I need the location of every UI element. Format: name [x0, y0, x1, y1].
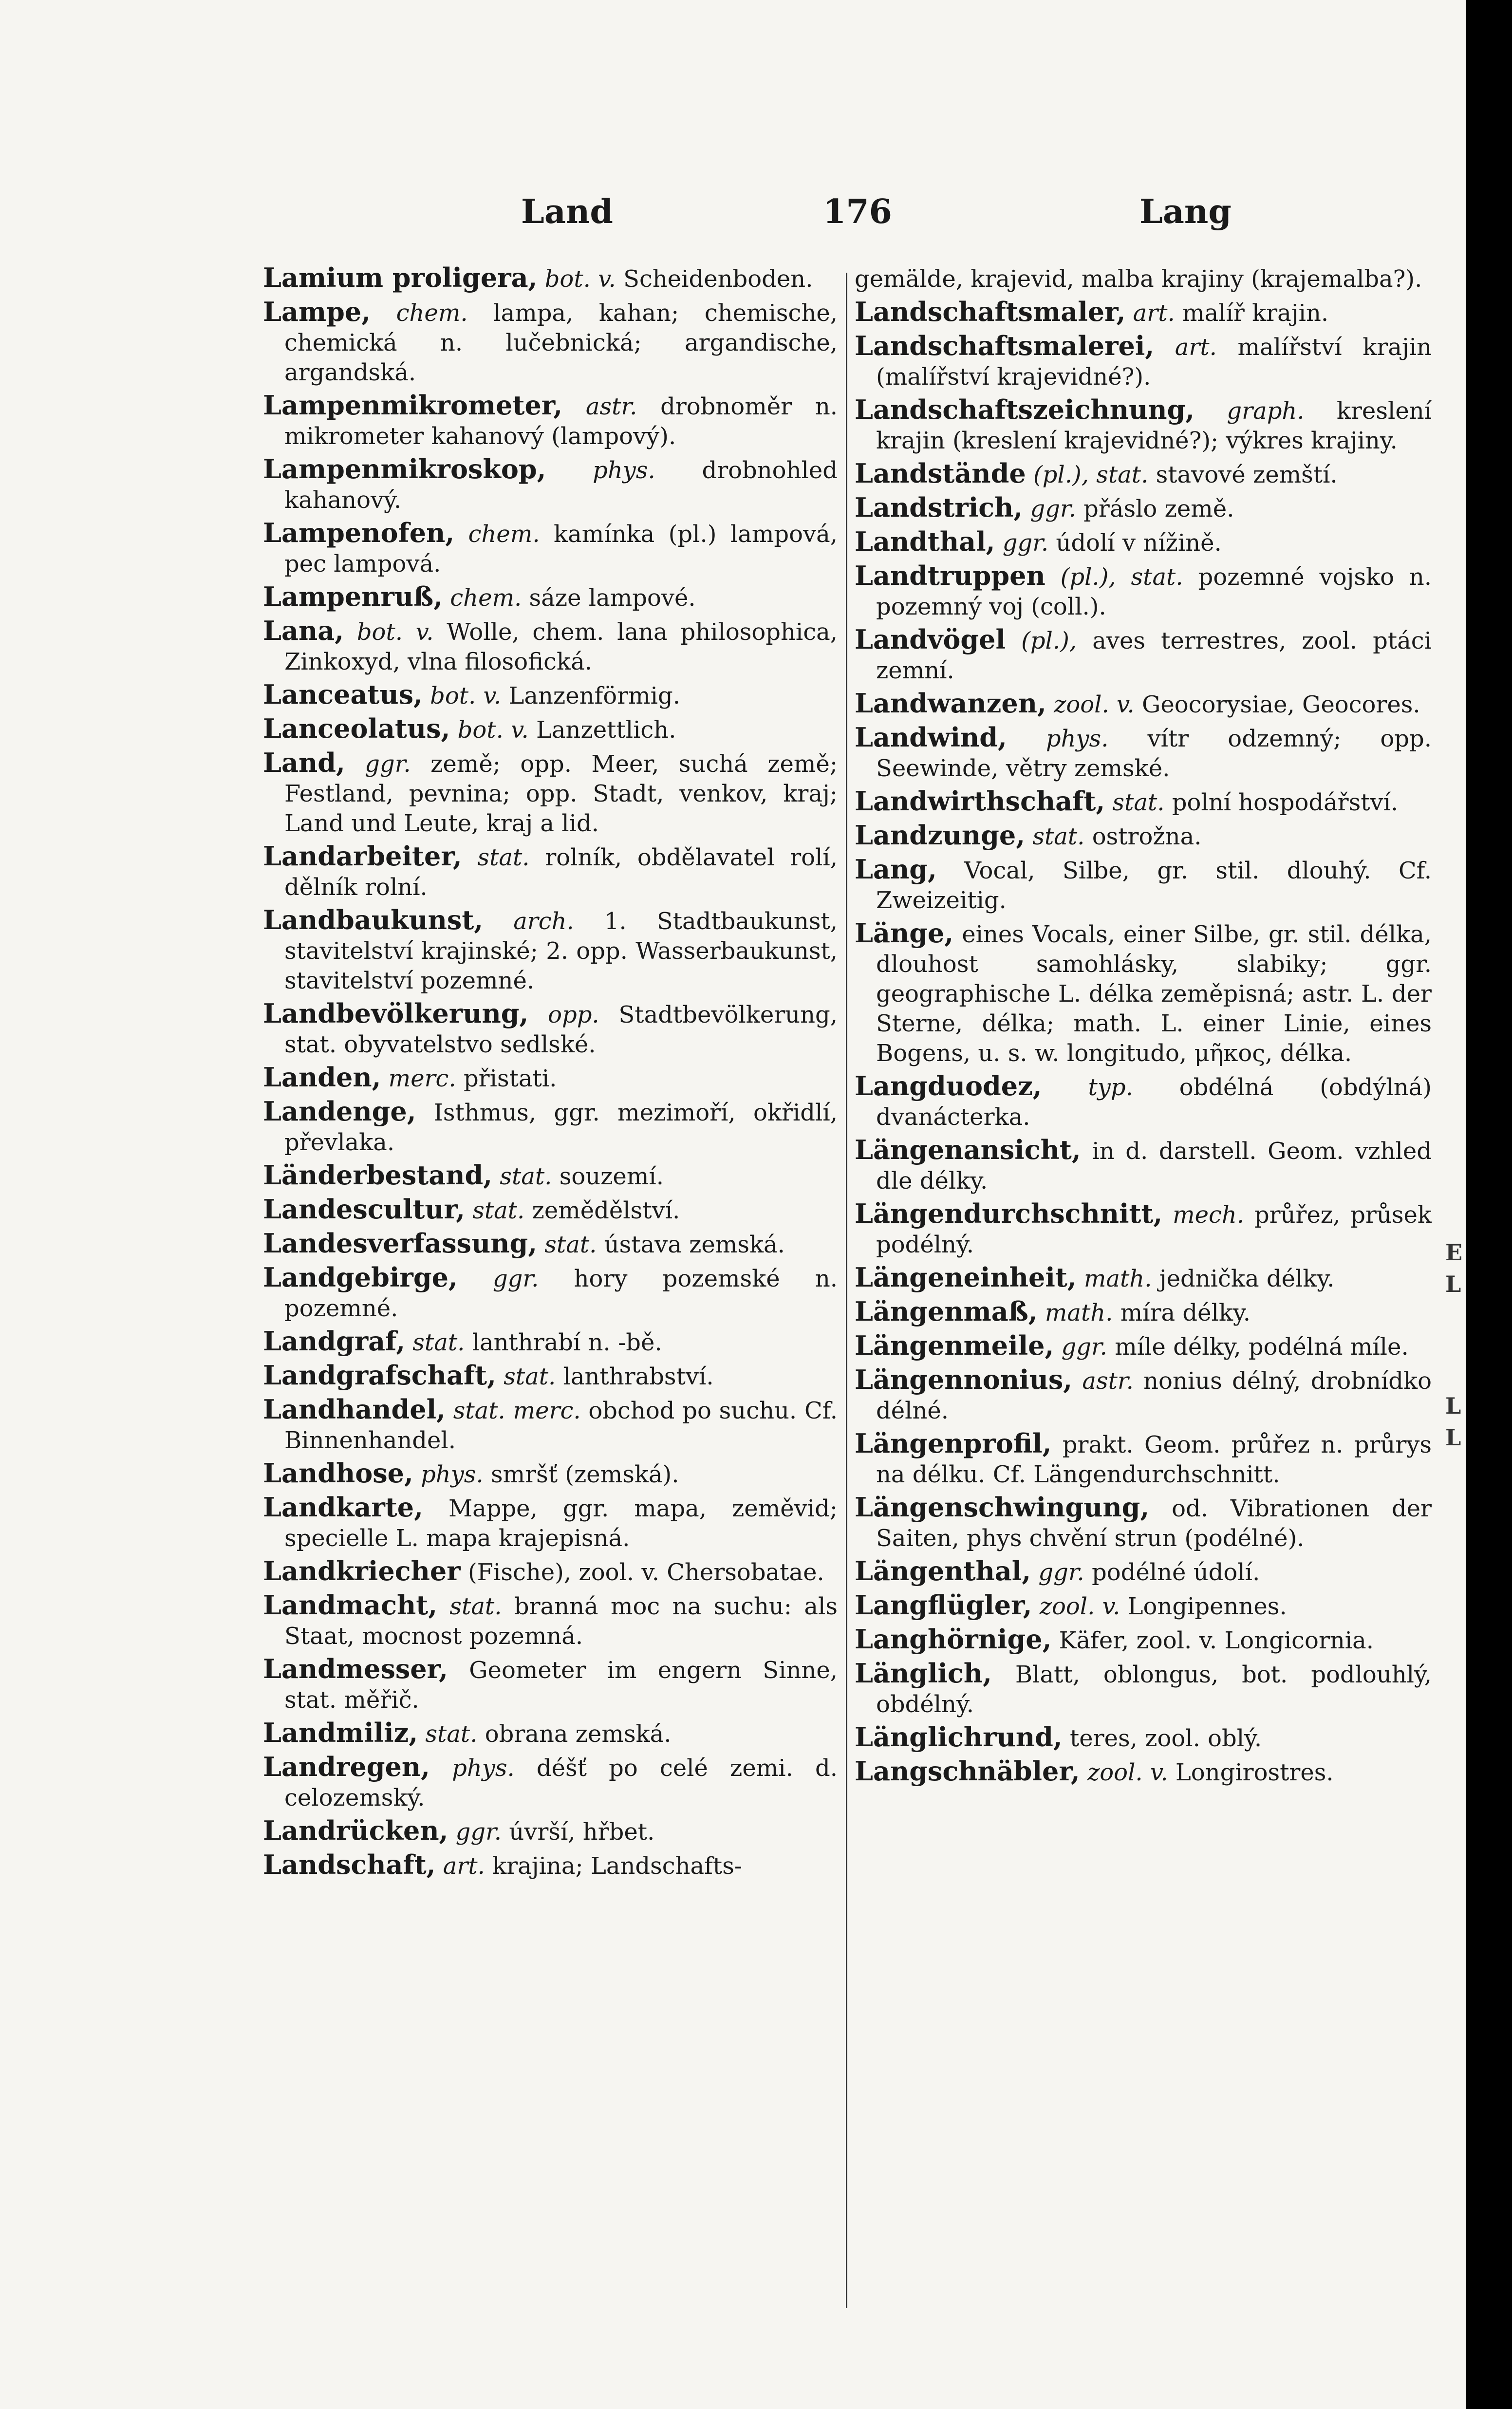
entry-definition: zemědělství.	[532, 1197, 680, 1224]
entry-headword: Langhörnige,	[855, 1624, 1052, 1655]
entry-headword: Landesverfassung,	[263, 1228, 538, 1259]
dictionary-entry	[855, 1297, 1432, 1328]
entry-label: art.	[1175, 334, 1217, 361]
entry-headword: Längenansicht,	[855, 1134, 1081, 1165]
dictionary-entry	[263, 1816, 838, 1847]
entry-definition: prakt. Geom. průřez n. průrys na délku. Cf. Längendurchschnitt.	[876, 1431, 1432, 1488]
entry-definition: míra délky.	[1120, 1299, 1251, 1326]
entry-label: bot. v.	[457, 716, 529, 744]
entry-headword: Lampenruß,	[263, 581, 443, 612]
entry-definition: pozemné vojsko n. pozemný voj (coll.).	[876, 563, 1432, 620]
entry-headword: Landenge,	[263, 1096, 416, 1127]
entry-label: (pl.), stat.	[1033, 461, 1149, 488]
dictionary-entry	[263, 297, 838, 388]
entry-headword: Länglich,	[855, 1658, 992, 1689]
entry-headword: Landhose,	[263, 1457, 413, 1489]
entry-headword: Längenmaß,	[855, 1296, 1038, 1327]
entry-headword: Landmiliz,	[263, 1717, 418, 1748]
entry-headword: Landregen,	[263, 1751, 430, 1782]
dictionary-entry	[263, 1590, 838, 1651]
entry-definition: nonius délný, drobnídko délné.	[876, 1367, 1432, 1424]
dictionary-entry	[263, 1229, 838, 1260]
entry-headword: Landschaftsmalerei,	[855, 330, 1155, 361]
entry-label: (pl.),	[1021, 627, 1077, 654]
entry-definition: in d. darstell. Geom. vzhled dle délky.	[876, 1138, 1432, 1195]
entry-definition: gemälde, krajevid, malba krajiny (krajemalba?).	[855, 265, 1422, 293]
entry-definition: Vocal, Silbe, gr. stil. dlouhý. Cf. Zweizeitig.	[876, 857, 1432, 914]
dictionary-entry	[263, 1458, 838, 1490]
entry-headword: Landhandel,	[263, 1394, 446, 1425]
dictionary-entry	[855, 1331, 1432, 1362]
entry-definition: jednička délky.	[1159, 1265, 1335, 1292]
entry-headword: Landwirthschaft,	[855, 785, 1105, 817]
dictionary-entry	[855, 689, 1432, 720]
entry-headword: Längennonius,	[855, 1364, 1073, 1395]
entry-label: phys.	[452, 1755, 515, 1782]
entry-definition: drobnoměr n. mikrometer kahanový (lampový).	[284, 393, 838, 450]
entry-label: stat.	[412, 1329, 465, 1356]
entry-definition: Geometer im engern Sinne, stat. měřič.	[284, 1657, 838, 1714]
entry-headword: Landkarte,	[263, 1492, 423, 1523]
entry-label: phys.	[421, 1461, 484, 1488]
entry-label: math.	[1045, 1299, 1113, 1326]
entry-headword: Längenschwingung,	[855, 1492, 1150, 1523]
entry-headword: Längenthal,	[855, 1555, 1031, 1587]
entry-label: (pl.), stat.	[1060, 563, 1183, 591]
dictionary-entry	[263, 616, 838, 677]
entry-label: bot. v.	[356, 618, 434, 646]
entry-headword: Landarbeiter,	[263, 840, 462, 872]
entry-definition: obdélná (obdýlná) dvanácterka.	[876, 1074, 1432, 1131]
entry-definition: hory pozemské n. pozemné.	[284, 1265, 838, 1322]
dictionary-entry	[855, 723, 1432, 784]
dictionary-entry	[855, 459, 1432, 490]
entry-definition: lanthrabství.	[563, 1363, 714, 1390]
dictionary-entry	[855, 395, 1432, 456]
entry-label: art.	[1133, 299, 1175, 327]
margin-letter: L	[1445, 1424, 1461, 1451]
entry-label: graph.	[1227, 397, 1305, 425]
entry-label: astr.	[1082, 1367, 1134, 1395]
entry-label: ggr.	[1002, 529, 1049, 557]
running-head-left: Land	[521, 192, 613, 231]
entry-definition: sáze lampové.	[529, 584, 696, 612]
right-column	[855, 263, 1432, 2289]
dictionary-entry	[263, 1850, 838, 1881]
entry-definition: Lanzenförmig.	[508, 682, 680, 710]
entry-definition: (Fische), zool. v. Chersobatae.	[467, 1559, 824, 1586]
entry-headword: Landgebirge,	[263, 1262, 458, 1293]
entry-headword: Landstrich,	[855, 492, 1023, 523]
dictionary-entry	[263, 1752, 838, 1813]
scan-edge	[1466, 0, 1512, 2409]
entry-headword: Landmacht,	[263, 1589, 437, 1621]
entry-label: merc.	[388, 1065, 456, 1092]
entry-label: typ.	[1088, 1074, 1133, 1101]
entry-definition: země; opp. Meer, suchá země; Festland, pevnina; opp. Stadt, venkov, kraj; Land und Leute, kraj a lid.	[284, 750, 838, 837]
entry-definition: úvrší, hřbet.	[509, 1818, 655, 1846]
margin-letter: L	[1445, 1393, 1461, 1419]
entry-headword: Landmesser,	[263, 1653, 448, 1684]
entry-headword: Länderbestand,	[263, 1159, 493, 1191]
entry-label: bot. v.	[430, 682, 502, 710]
entry-label: stat.	[425, 1720, 478, 1748]
dictionary-entry	[263, 999, 838, 1060]
entry-definition: malíř krajin.	[1182, 299, 1329, 327]
dictionary-entry	[263, 1195, 838, 1226]
entry-definition: Lanzettlich.	[536, 716, 676, 744]
entry-label: chem.	[450, 584, 522, 612]
entry-headword: Lampenofen,	[263, 517, 455, 548]
entry-headword: Lamium proligera,	[263, 263, 538, 293]
dictionary-entry	[855, 1556, 1432, 1587]
dictionary-entry	[855, 561, 1432, 622]
dictionary-entry	[263, 1097, 838, 1158]
dictionary-entry	[855, 1659, 1432, 1719]
dictionary-entry	[263, 1160, 838, 1192]
entry-label: stat.	[504, 1363, 556, 1390]
entry-headword: Landschaft,	[263, 1849, 436, 1880]
entry-label: phys.	[593, 457, 655, 484]
entry-headword: Landschaftsmaler,	[855, 296, 1126, 327]
dictionary-entry	[855, 625, 1432, 686]
entry-headword: Landthal,	[855, 526, 995, 557]
entry-headword: Land,	[263, 747, 345, 778]
entry-definition: přistati.	[463, 1065, 557, 1092]
entry-definition: ústava zemská.	[604, 1231, 785, 1258]
entry-definition: lanthrabí n. -bě.	[472, 1329, 662, 1356]
entry-label: stat.	[1112, 789, 1165, 816]
entry-headword: Landescultur,	[263, 1194, 465, 1225]
entry-headword: Längenmeile,	[855, 1330, 1054, 1361]
entry-label: stat.	[477, 844, 530, 871]
entry-headword: Lampenmikroskop,	[263, 453, 546, 485]
entry-headword: Landwind,	[855, 722, 1007, 753]
entry-headword: Landstände	[855, 458, 1026, 489]
entry-label: ggr.	[365, 750, 411, 778]
entry-definition: teres, zool. oblý.	[1069, 1725, 1262, 1752]
entry-label: math.	[1083, 1265, 1152, 1292]
entry-definition: kreslení krajin (kreslení krajevidné?); výkres krajiny.	[876, 397, 1432, 454]
entry-label: stat. merc.	[453, 1397, 581, 1424]
dictionary-entry	[263, 1493, 838, 1553]
entry-headword: Landbaukunst,	[263, 904, 484, 935]
entry-definition: Wolle, chem. lana philosophica, Zinkoxyd, vlna filosofická.	[284, 618, 838, 675]
entry-label: ggr.	[1061, 1333, 1107, 1361]
entry-definition: přáslo země.	[1083, 495, 1234, 523]
page-number: 176	[823, 192, 892, 231]
dictionary-entry	[263, 1263, 838, 1324]
dictionary-entry	[263, 748, 838, 839]
entry-label: stat.	[472, 1197, 525, 1224]
entry-label: chem.	[468, 521, 540, 548]
entry-definition: Geocorysiae, Geocores.	[1141, 691, 1420, 718]
entry-label: zool. v.	[1054, 691, 1135, 718]
entry-label: astr.	[585, 393, 637, 420]
entry-label: phys.	[1045, 725, 1109, 752]
running-head	[263, 192, 1422, 246]
entry-headword: Langschnäbler,	[855, 1755, 1080, 1787]
dictionary-entry	[855, 1071, 1432, 1132]
dictionary-entry	[263, 1326, 838, 1358]
entry-definition: průřez, průsek podélný.	[876, 1201, 1432, 1258]
entry-definition: eines Vocals, einer Silbe, gr. stil. délka, dlouhost samohlásky, slabiky; ggr. geographische L. délka zeměpisná; astr. L. der Sterne, délka; math. L. einer Linie, eines Bogens, u. s. w. longitudo, μῆκος, délka.	[876, 921, 1432, 1067]
entry-definition: ostrožna.	[1092, 823, 1202, 850]
dictionary-entry	[855, 331, 1432, 392]
entry-definition: obchod po suchu. Cf. Binnenhandel.	[284, 1397, 838, 1454]
dictionary-entry	[263, 1361, 838, 1392]
dictionary-entry	[855, 527, 1432, 558]
dictionary-entry	[263, 1556, 838, 1587]
dictionary-entry	[855, 1590, 1432, 1622]
dictionary-entry	[263, 263, 838, 294]
entry-definition: obrana zemská.	[485, 1720, 672, 1748]
margin-letter: E	[1445, 1239, 1463, 1266]
dictionary-entry	[855, 786, 1432, 818]
entry-definition: souzemí.	[559, 1163, 664, 1190]
entry-headword: Längendurchschnitt,	[855, 1198, 1163, 1229]
dictionary-entry	[263, 1395, 838, 1456]
entry-label: bot. v.	[544, 265, 616, 293]
entry-definition: malířství krajin (malířství krajevidné?).	[876, 334, 1432, 391]
entry-definition: Käfer, zool. v. Longicornia.	[1059, 1627, 1374, 1654]
entry-definition: polní hospodářství.	[1172, 789, 1399, 816]
entry-label: zool. v.	[1039, 1593, 1120, 1620]
entry-headword: Lana,	[263, 615, 344, 646]
dictionary-entry	[263, 391, 838, 451]
entry-label: zool. v.	[1087, 1759, 1168, 1786]
entry-definition: 1. Stadtbaukunst, stavitelství krajinské; 2. opp. Wasserbaukunst, stavitelství pozemné.	[284, 908, 838, 994]
entry-label: ggr.	[1038, 1559, 1084, 1586]
dictionary-entry	[855, 1722, 1432, 1754]
entry-label: chem.	[396, 299, 468, 327]
entry-definition: Longirostres.	[1175, 1759, 1334, 1786]
dictionary-entry	[263, 905, 838, 996]
entry-headword: Landzunge,	[855, 820, 1026, 851]
entry-definition: Isthmus, ggr. mezimoří, okřidlí, převlaka.	[284, 1099, 838, 1156]
entry-headword: Landrücken,	[263, 1815, 448, 1846]
dictionary-entry	[263, 680, 838, 711]
entry-label: ggr.	[455, 1818, 502, 1846]
entry-label: art.	[443, 1852, 485, 1880]
entry-definition: údolí v nížině.	[1056, 529, 1222, 557]
dictionary-entry	[855, 1135, 1432, 1196]
dictionary-entry	[855, 855, 1432, 915]
entry-headword: Längenprofil,	[855, 1428, 1052, 1459]
entry-label: stat.	[544, 1231, 597, 1258]
entry-headword: Lanceatus,	[263, 679, 423, 710]
entry-headword: Landkriecher	[263, 1555, 461, 1587]
dictionary-entry	[855, 1365, 1432, 1426]
entry-definition: Blatt, oblongus, bot. podlouhlý, obdélný.	[876, 1661, 1432, 1718]
left-column	[263, 263, 838, 2289]
entry-headword: Landvögel	[855, 624, 1006, 655]
entry-definition: rolník, obdělavatel rolí, dělník rolní.	[284, 844, 838, 901]
entry-definition: Mappe, ggr. mapa, zeměvid; specielle L. mapa krajepisná.	[284, 1495, 838, 1552]
entry-headword: Langflügler,	[855, 1589, 1032, 1621]
entry-definition: Scheidenboden.	[623, 265, 813, 293]
entry-label: stat.	[500, 1163, 552, 1190]
dictionary-entry	[263, 1654, 838, 1715]
dictionary-entry	[263, 714, 838, 745]
running-head-right: Lang	[1139, 192, 1232, 231]
entry-definition: vítr odzemný; opp. Seewinde, větry zemské.	[876, 725, 1432, 782]
entry-label: mech.	[1173, 1201, 1245, 1229]
entry-headword: Lampenmikrometer,	[263, 390, 563, 421]
entry-headword: Länge,	[855, 917, 954, 949]
dictionary-entry	[855, 1493, 1432, 1553]
entry-label: ggr.	[1030, 495, 1076, 523]
entry-headword: Landschaftszeichnung,	[855, 394, 1195, 425]
entry-headword: Lampe,	[263, 296, 371, 327]
dictionary-entry	[855, 821, 1432, 852]
entry-definition: branná moc na suchu: als Staat, mocnost pozemná.	[284, 1593, 838, 1650]
dictionary-entry	[855, 1199, 1432, 1260]
dictionary-entry	[855, 493, 1432, 524]
entry-label: stat.	[449, 1593, 502, 1620]
entry-definition: aves terrestres, zool. ptáci zemní.	[876, 627, 1432, 684]
entry-headword: Landbevölkerung,	[263, 998, 529, 1029]
entry-definition: míle délky, podélná míle.	[1115, 1333, 1409, 1361]
entry-definition: stavové zemští.	[1156, 461, 1338, 488]
entry-definition: lampa, kahan; chemische, chemická n. lučebnická; argandische, argandská.	[284, 299, 838, 386]
entry-label: opp.	[548, 1001, 599, 1028]
entry-definition: smršť (zemská).	[491, 1461, 679, 1488]
entry-definition: podélné údolí.	[1092, 1559, 1260, 1586]
entry-definition: kamínka (pl.) lampová, pec lampová.	[284, 521, 838, 578]
dictionary-entry	[855, 1756, 1432, 1788]
dictionary-entry	[263, 518, 838, 579]
dictionary-entry	[855, 1429, 1432, 1490]
entry-headword: Landgrafschaft,	[263, 1360, 496, 1391]
dictionary-entry	[263, 454, 838, 515]
dictionary-entry	[263, 1718, 838, 1749]
entry-definition: Stadtbevölkerung, stat. obyvatelstvo sedlské.	[284, 1001, 838, 1058]
dictionary-entry	[263, 582, 838, 613]
entry-definition: déšť po celé zemi. d. celozemský.	[284, 1755, 838, 1811]
dictionary-entry	[263, 1063, 838, 1094]
entry-definition: od. Vibrationen der Saiten, phys chvění strun (podélné).	[876, 1495, 1432, 1552]
dictionary-entry	[855, 297, 1432, 328]
entry-headword: Lang,	[855, 854, 937, 885]
entry-headword: Landtruppen	[855, 560, 1045, 591]
column-divider	[846, 273, 847, 2308]
dictionary-entry	[263, 841, 838, 902]
entry-headword: Längeneinheit,	[855, 1262, 1077, 1293]
entry-headword: Landwanzen,	[855, 688, 1046, 719]
entry-label: ggr.	[492, 1265, 539, 1292]
entry-headword: Landgraf,	[263, 1326, 406, 1357]
dictionary-entry	[855, 1625, 1432, 1656]
entry-definition: drobnohled kahanový.	[284, 457, 838, 514]
dictionary-entry	[855, 263, 1432, 294]
entry-headword: Landen,	[263, 1062, 381, 1093]
margin-letter: L	[1445, 1271, 1461, 1297]
entry-label: stat.	[1032, 823, 1085, 850]
right-margin-fragments	[1445, 0, 1466, 2409]
entry-headword: Lanceolatus,	[263, 713, 450, 744]
entry-definition: krajina; Landschafts-	[492, 1852, 743, 1880]
entry-headword: Langduodez,	[855, 1070, 1042, 1102]
entry-label: arch.	[513, 908, 574, 935]
entry-headword: Länglichrund,	[855, 1721, 1063, 1753]
dictionary-entry	[855, 1263, 1432, 1294]
dictionary-entry	[855, 918, 1432, 1068]
entry-definition: Longipennes.	[1127, 1593, 1287, 1620]
